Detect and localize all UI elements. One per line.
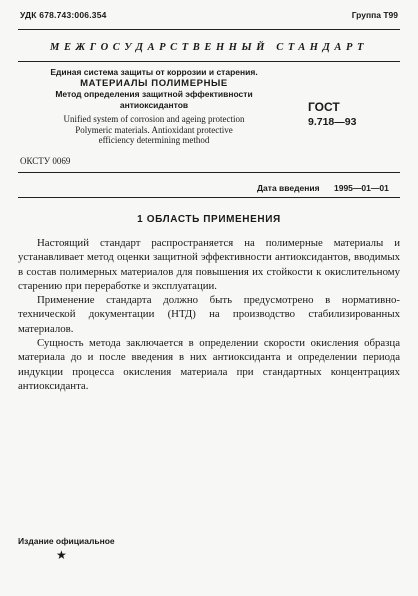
title-main: МАТЕРИАЛЫ ПОЛИМЕРНЫЕ bbox=[80, 77, 228, 89]
official-edition-note: Издание официальное bbox=[18, 536, 115, 546]
title-en-line1: Unified system of corrosion and ageing protection bbox=[63, 114, 245, 124]
okstu-rule bbox=[18, 172, 400, 173]
title-block bbox=[18, 67, 290, 146]
paragraph-scope: Настоящий стандарт распространяется на полимерные материалы и устанавливает метод оценки защитной эффективности антиоксидантов, вводимых в состав полимерных материалов для повышения их стойкости к окислительному старению при переработке и эксплуатации. bbox=[18, 237, 400, 292]
title-method-line2: антиоксидантов bbox=[119, 99, 189, 110]
title-method-line1: Метод определения защитной эффективности bbox=[55, 89, 253, 99]
title-en-line3: efficiency determining method bbox=[98, 135, 210, 145]
section-heading: 1 ОБЛАСТЬ ПРИМЕНЕНИЯ bbox=[137, 214, 281, 225]
paragraph-application: Применение стандарта должно быть предусмотрено в нормативно-технической документации (НТД) на производство стабилизированных материалов. bbox=[18, 294, 400, 335]
okstu-code: ОКСТУ 0069 bbox=[20, 156, 71, 166]
intro-date-label: Дата введения bbox=[257, 183, 320, 193]
udk-code: УДК 678.743:006.354 bbox=[20, 10, 107, 20]
date-rule bbox=[18, 197, 400, 198]
gost-number: 9.718—93 bbox=[308, 116, 357, 128]
standard-type-banner: МЕЖГОСУДАРСТВЕННЫЙ СТАНДАРТ bbox=[50, 42, 368, 53]
top-rule bbox=[18, 29, 400, 30]
banner-rule bbox=[18, 61, 400, 62]
gost-label: ГОСТ bbox=[308, 100, 340, 114]
section-body bbox=[18, 236, 400, 393]
title-en-line2: Polymeric materials. Antioxidant protective bbox=[75, 124, 233, 135]
paragraph-essence: Сущность метода заключается в определении скорости окисления образца материала до и после введения в них антиоксиданта и определении периода индукции процесса окисления материала при стандартных концентрациях антиоксиданта. bbox=[18, 337, 400, 392]
group-code: Группа Т99 bbox=[351, 10, 398, 20]
intro-date-value: 1995—01—01 bbox=[334, 183, 389, 193]
star-mark: ★ bbox=[56, 548, 67, 562]
title-system: Единая система защиты от коррозии и старения. bbox=[50, 67, 258, 77]
